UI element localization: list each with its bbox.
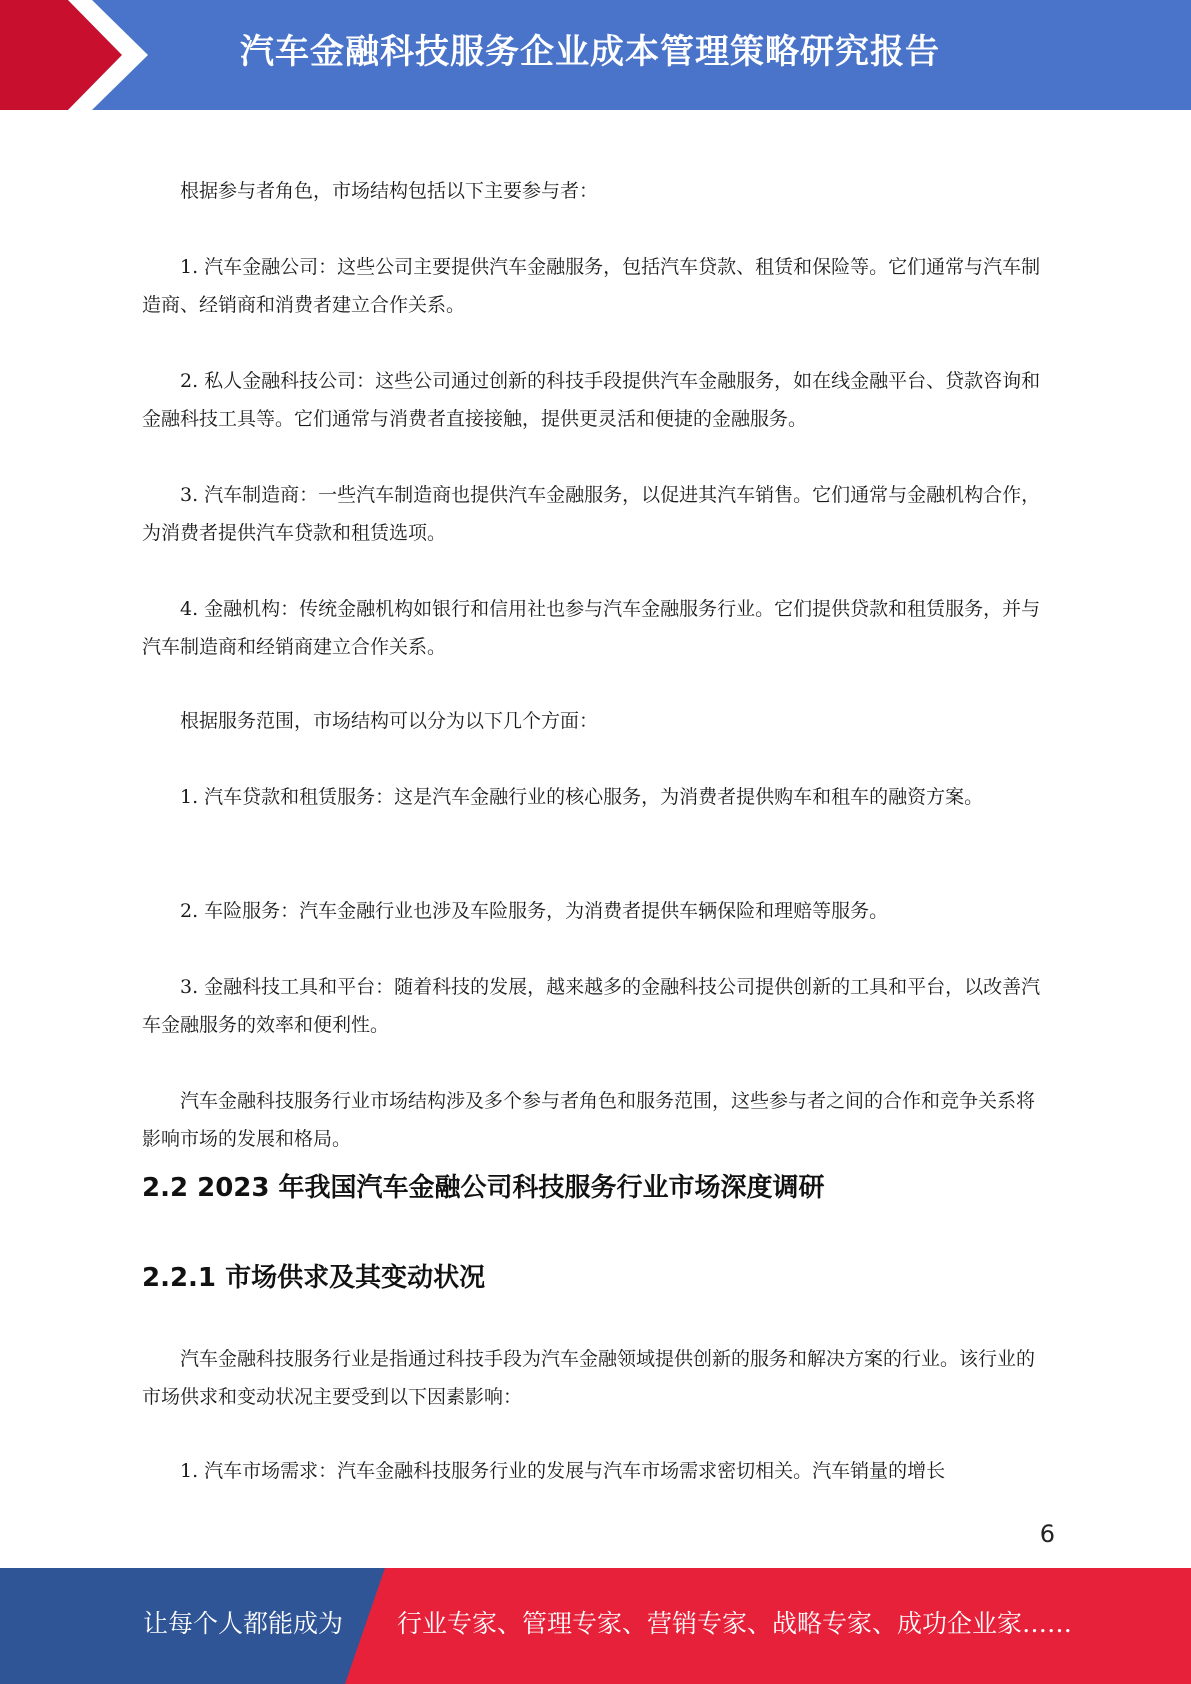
page-footer: [0, 1568, 1191, 1684]
section-heading: 2.2 2023 年我国汽车金融公司科技服务行业市场深度调研: [142, 1173, 825, 1203]
list-item: 2. 私人金融科技公司：这些公司通过创新的科技手段提供汽车金融服务，如在线金融平台、贷款咨询和金融科技工具等。它们通常与消费者直接接触，提供更灵活和便捷的金融服务。: [142, 370, 1041, 430]
list-item: 1. 汽车市场需求：汽车金融科技服务行业的发展与汽车市场需求密切相关。汽车销量的增长: [180, 1460, 946, 1482]
page-header: [0, 0, 1191, 110]
footer-slogan-right: 行业专家、管理专家、营销专家、战略专家、成功企业家……: [397, 1609, 1073, 1638]
list-item: 2. 车险服务：汽车金融行业也涉及车险服务，为消费者提供车辆保险和理赔等服务。: [180, 900, 889, 922]
subsection-heading: 2.2.1 市场供求及其变动状况: [142, 1263, 486, 1293]
paragraph: 根据参与者角色，市场结构包括以下主要参与者：: [180, 180, 599, 202]
list-item: 3. 金融科技工具和平台：随着科技的发展，越来越多的金融科技公司提供创新的工具和平台，以改善汽车金融服务的效率和便利性。: [142, 976, 1041, 1036]
paragraph: 根据服务范围，市场结构可以分为以下几个方面：: [180, 710, 599, 732]
list-item: 1. 汽车金融公司：这些公司主要提供汽车金融服务，包括汽车贷款、租赁和保险等。它们通常与汽车制造商、经销商和消费者建立合作关系。: [142, 256, 1041, 316]
list-item: 1. 汽车贷款和租赁服务：这是汽车金融行业的核心服务，为消费者提供购车和租车的融资方案。: [180, 786, 984, 808]
paragraph: 汽车金融科技服务行业市场结构涉及多个参与者角色和服务范围，这些参与者之间的合作和竞争关系将影响市场的发展和格局。: [142, 1090, 1036, 1150]
paragraph: 汽车金融科技服务行业是指通过科技手段为汽车金融领域提供创新的服务和解决方案的行业。该行业的市场供求和变动状况主要受到以下因素影响：: [142, 1348, 1036, 1408]
list-item: 3. 汽车制造商：一些汽车制造商也提供汽车金融服务，以促进其汽车销售。它们通常与金融机构合作，为消费者提供汽车贷款和租赁选项。: [142, 484, 1041, 544]
document-title: 汽车金融科技服务企业成本管理策略研究报告: [240, 32, 940, 72]
footer-slogan-left: 让每个人都能成为: [143, 1609, 344, 1638]
page-number: 6: [1039, 1520, 1055, 1548]
list-item: 4. 金融机构：传统金融机构如银行和信用社也参与汽车金融服务行业。它们提供贷款和租赁服务，并与汽车制造商和经销商建立合作关系。: [142, 598, 1041, 658]
